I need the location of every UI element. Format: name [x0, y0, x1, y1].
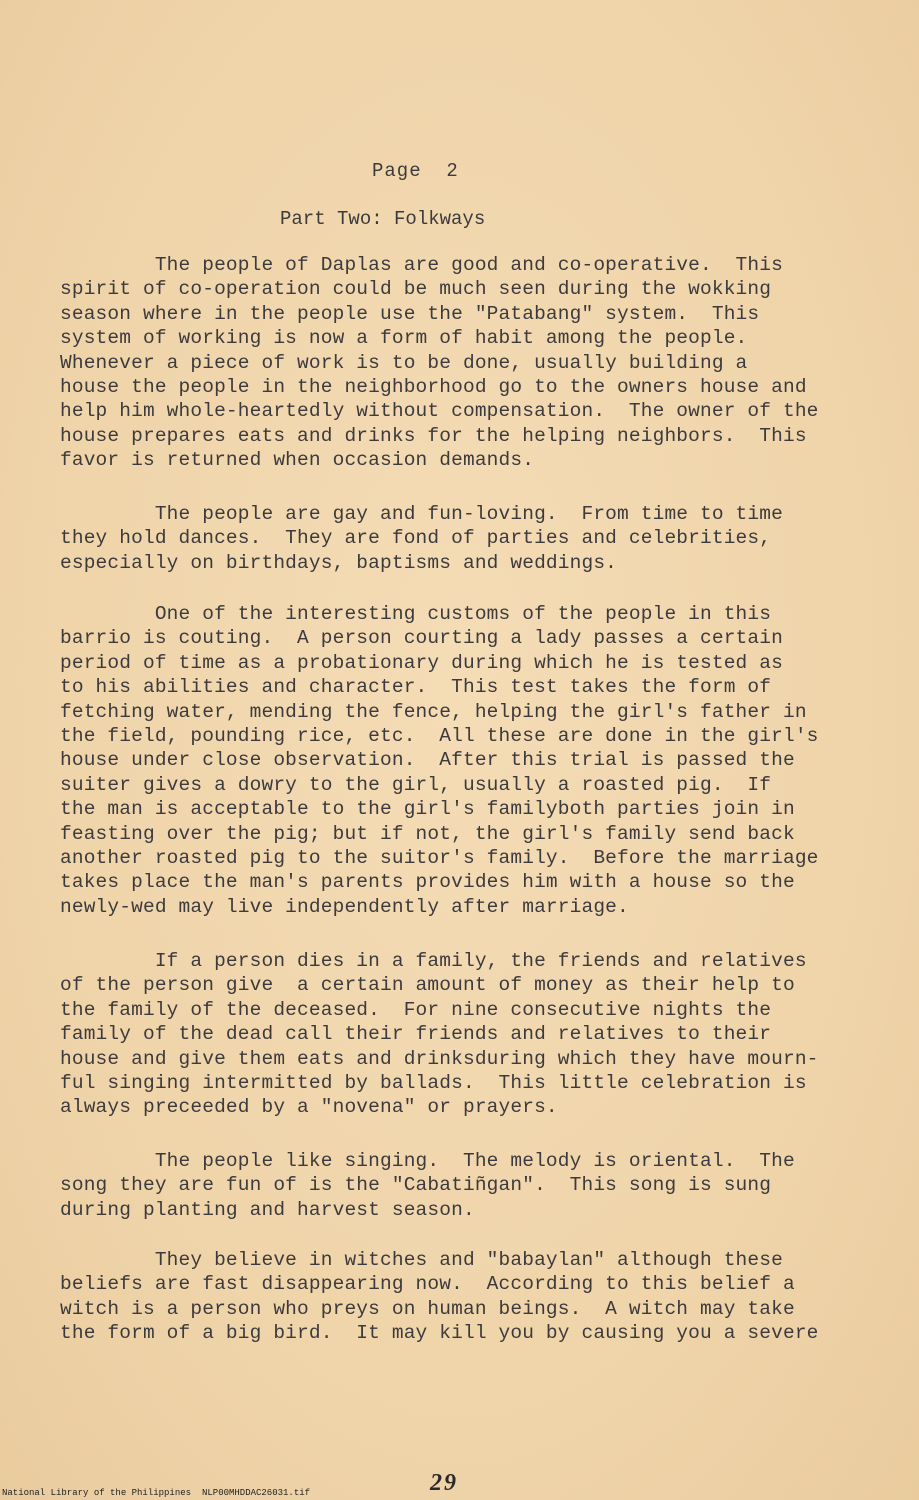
text-line: another roasted pig to the suitor's family. Before the marriage — [60, 846, 819, 869]
text-line: during planting and harvest season. — [60, 1198, 475, 1221]
text-line: ful singing intermitted by ballads. This little celebration is — [60, 1071, 807, 1094]
text-line: They believe in witches and "babaylan" although these — [60, 1249, 783, 1271]
text-line: The people are gay and fun-loving. From time to time — [60, 503, 783, 525]
text-line: house and give them eats and drinksduring which they have mourn- — [60, 1047, 819, 1070]
text-line: system of working is now a form of habit among the people. — [60, 327, 748, 350]
text-line: the man is acceptable to the girl's familyboth parties join in — [60, 798, 795, 821]
section-title: Part Two: Folkways — [280, 208, 486, 230]
text-line: The people like singing. The melody is oriental. The — [60, 1150, 795, 1172]
text-line: If a person dies in a family, the friends and relatives — [60, 950, 807, 972]
text-line: spirit of co-operation could be much seen during the wokking — [60, 278, 772, 301]
text-line: always preceeded by a "novena" or prayers. — [60, 1096, 558, 1119]
text-line: The people of Daplas are good and co-operative. This — [60, 254, 783, 276]
text-line: song they are fun of is the "Cabatiñgan". This song is sung — [60, 1174, 772, 1197]
text-line: house prepares eats and drinks for the helping neighbors. This — [60, 424, 807, 447]
paragraph-courting — [60, 602, 870, 919]
text-line: the family of the deceased. For nine consecutive nights the — [60, 998, 772, 1021]
text-line: takes place the man's parents provides him with a house so the — [60, 871, 795, 894]
text-line: newly-wed may live independently after marriage. — [60, 895, 629, 918]
text-line: the form of a big bird. It may kill you by causing you a severe — [60, 1322, 819, 1345]
folio-number: 29 — [430, 1470, 458, 1496]
text-line: witch is a person who preys on human beings. A witch may take — [60, 1297, 795, 1320]
text-line: One of the interesting customs of the people in this — [60, 603, 772, 625]
text-line: to his abilities and character. This test takes the form of — [60, 676, 772, 699]
footer-institution: National Library of the Philippines — [2, 1488, 192, 1498]
text-line: help him whole-heartedly without compensation. The owner of the — [60, 400, 819, 423]
text-line: barrio is couting. A person courting a lady passes a certain — [60, 627, 783, 650]
text-line: fetching water, mending the fence, helping the girl's father in — [60, 700, 807, 723]
page-number: Page 2 — [372, 160, 459, 182]
text-line: of the person give a certain amount of money as their help to — [60, 974, 795, 997]
text-line: Whenever a piece of work is to be done, usually building a — [60, 351, 748, 374]
paragraph-singing — [60, 1149, 870, 1222]
text-line: house the people in the neighborhood go to the owners house and — [60, 375, 807, 398]
paragraph-fun-loving — [60, 502, 870, 575]
text-line: they hold dances. They are fond of parties and celebrities, — [60, 527, 772, 550]
text-line: season where in the people use the "Patabang" system. This — [60, 302, 760, 325]
text-line: beliefs are fast disappearing now. According to this belief a — [60, 1273, 795, 1296]
text-line: house under close observation. After this trial is passed the — [60, 749, 795, 772]
text-line: feasting over the pig; but if not, the girl's family send back — [60, 822, 795, 845]
text-line: family of the dead call their friends and relatives to their — [60, 1023, 772, 1046]
text-line: especially on birthdays, baptisms and weddings. — [60, 551, 618, 574]
paragraph-witches — [60, 1248, 870, 1346]
paragraph-death-customs — [60, 949, 870, 1120]
footer-filename: NLP00MHDDAC26031.tif — [202, 1488, 311, 1498]
text-line: period of time as a probationary during which he is tested as — [60, 651, 783, 674]
text-line: the field, pounding rice, etc. All these are done in the girl's — [60, 724, 819, 747]
paragraph-patabang — [60, 253, 870, 473]
text-line: suiter gives a dowry to the girl, usually a roasted pig. If — [60, 773, 772, 796]
text-line: favor is returned when occasion demands. — [60, 449, 535, 472]
